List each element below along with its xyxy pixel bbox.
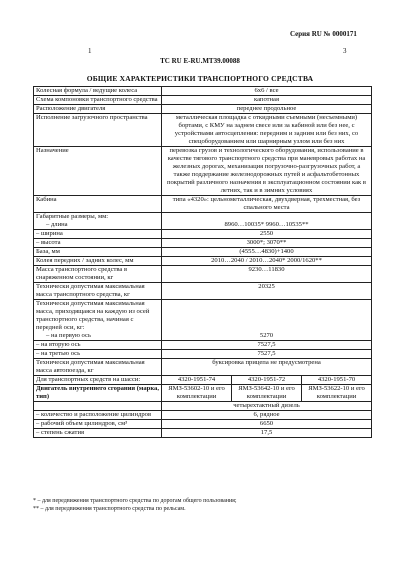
footnote-2: ** – для передвижения транспортного средства по рельсам. <box>33 506 186 512</box>
table-row <box>34 350 372 359</box>
chassis-model-1: 4320-1951-74 <box>162 376 232 385</box>
page-number-right: 3 <box>343 47 347 55</box>
footnote-1: * – для передвижения транспортного средства по дорогам общего пользования; <box>33 498 237 504</box>
row-sublabel: – на вторую ось <box>34 341 162 350</box>
row-value: 5270 <box>162 300 372 341</box>
engine-model-2: ЯМЗ-53642-10 и его комплектации <box>232 385 302 402</box>
table-row <box>34 420 372 429</box>
row-label: Схема компоновки транспортного средства <box>34 96 162 105</box>
row-label: Технически допустимая максимальная масса, приходящаяся на каждую из осей транспортного средства, начиная с передней оси, кг: <box>36 300 150 331</box>
row-value: 17,5 <box>162 429 372 438</box>
row-value: 2010…2040 / 2010…2040* 2000/1620** <box>162 257 372 266</box>
table-row <box>34 96 372 105</box>
row-value: 7527,5 <box>162 341 372 350</box>
table-row <box>34 402 372 411</box>
row-value: 20325 <box>162 283 372 300</box>
row-label: Кабина <box>34 196 162 213</box>
row-label: Технически допустимая максимальная масса автопоезда, кг <box>34 359 162 376</box>
table-row <box>34 385 372 402</box>
row-value: капотная <box>162 96 372 105</box>
row-value: переднее продольное <box>162 105 372 114</box>
row-label: Технически допустимая максимальная масса транспортного средства, кг <box>34 283 162 300</box>
table-row <box>34 341 372 350</box>
chassis-model-2: 4320-1951-72 <box>232 376 302 385</box>
row-label: Габаритные размеры, мм: <box>36 213 109 220</box>
table-row <box>34 239 372 248</box>
row-value: 9230…11830 <box>162 266 372 283</box>
row-label: Расположение двигателя <box>34 105 162 114</box>
footnotes <box>33 497 371 513</box>
engine-model-3: ЯМЗ-53622-10 и его комплектации <box>302 385 372 402</box>
table-row <box>34 213 372 230</box>
table-row <box>34 196 372 213</box>
table-row <box>34 411 372 420</box>
table-row <box>34 147 372 196</box>
row-value: металлическая площадка с откидными съемными (несъемными) бортами, с КМУ на заднем свесе или за кабиной или без нее, с устройствами автосцепления: передним и задним или без них, со спецоборудованием или шарнирным узлом или без них <box>162 114 372 147</box>
table-row <box>34 429 372 438</box>
row-sublabel: – количество и расположение цилиндров <box>34 411 162 420</box>
row-value: 6650 <box>162 420 372 429</box>
table-row <box>34 230 372 239</box>
table-row <box>34 105 372 114</box>
row-sublabel: – степень сжатия <box>34 429 162 438</box>
row-label: Для транспортных средств на шасси: <box>34 376 162 385</box>
section-title: ОБЩИЕ ХАРАКТЕРИСТИКИ ТРАНСПОРТНОГО СРЕДСТВА <box>86 74 314 83</box>
row-label: Двигатель внутреннего сгорания (марка, тип) <box>34 385 162 402</box>
characteristics-table <box>33 86 372 438</box>
table-row <box>34 376 372 385</box>
row-value: буксировка прицепа не предусмотрена <box>162 359 372 376</box>
table-row <box>34 359 372 376</box>
row-sublabel: – рабочий объем цилиндров, см³ <box>34 420 162 429</box>
table-row <box>34 283 372 300</box>
row-sublabel: – на третью ось <box>34 350 162 359</box>
table-row <box>34 87 372 96</box>
row-label: Назначение <box>34 147 162 196</box>
row-label: Колесная формула / ведущие колеса <box>34 87 162 96</box>
table-row <box>34 266 372 283</box>
row-sublabel: – длина <box>46 221 68 228</box>
row-sublabel: – высота <box>34 239 162 248</box>
certificate-number: ТС RU E-RU.MT39.00088 <box>160 57 240 65</box>
row-value: 7527,5 <box>162 350 372 359</box>
table-row <box>34 300 372 341</box>
engine-type: четырехтактный дизель <box>162 402 372 411</box>
row-label: База, мм <box>34 248 162 257</box>
table-row <box>34 248 372 257</box>
table-row <box>34 257 372 266</box>
row-value: типа «4320»: цельнометаллическая, двухдверная, трехместная, без спального места <box>162 196 372 213</box>
row-value: (4555…4830)+1400 <box>162 248 372 257</box>
row-value: 8960…10035* 9960…10535** <box>162 213 372 230</box>
row-label: Исполнение загрузочного пространства <box>34 114 162 147</box>
row-label: Колея передних / задних колес, мм <box>34 257 162 266</box>
row-value: 3000*; 3070** <box>162 239 372 248</box>
table-row <box>34 114 372 147</box>
row-value: 6, рядное <box>162 411 372 420</box>
engine-model-1: ЯМЗ-53602-10 и его комплектации <box>162 385 232 402</box>
row-value: перевозка грузов и технологического оборудования, использование в качестве тягового транспортного средства при маневровых работах на железных дорогах, механизация погрузочно-разгрузочных работ, а также поддержание железнодорожных путей и асфальтобетонных покрытий различного назначения в эксплуатационном состоянии как в летних, так и в зимних условиях <box>162 147 372 196</box>
chassis-model-3: 4320-1951-70 <box>302 376 372 385</box>
row-sublabel: – ширина <box>34 230 162 239</box>
row-value: 2550 <box>162 230 372 239</box>
series-number: Серия RU № 0000171 <box>290 30 357 38</box>
row-label: Масса транспортного средства в снаряженном состоянии, кг <box>34 266 162 283</box>
row-sublabel: – на первую ось <box>46 332 91 339</box>
row-value: 6x6 / все <box>162 87 372 96</box>
page-number-left: 1 <box>88 47 92 55</box>
